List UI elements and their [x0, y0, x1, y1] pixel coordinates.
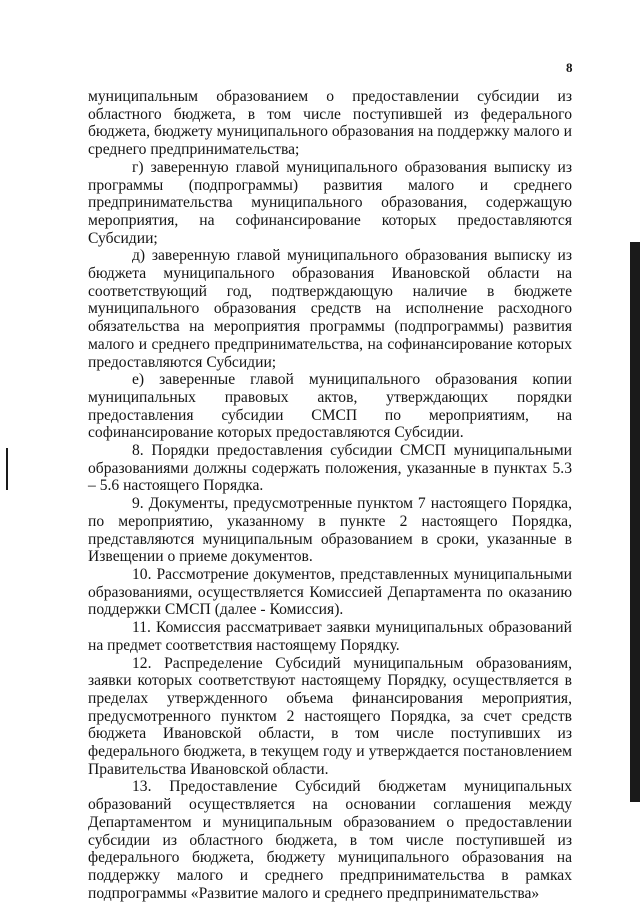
- paragraph-clause-9: 9. Документы, предусмотренные пунктом 7 настоящего Порядка, по мероприятию, указанному в пункте 2 настоящего Порядка, представляются муниципальным образованием в сроки, указанные в Извещении о приеме документов.: [88, 495, 572, 566]
- page-number: 8: [566, 60, 573, 75]
- paragraph-clause-11: 11. Комиссия рассматривает заявки муниципальных образований на предмет соответствия настоящему Порядку.: [88, 619, 572, 654]
- scan-margin-mark: [6, 448, 8, 490]
- paragraph-continuation: муниципальным образованием о предоставлении субсидии из областного бюджета, в том числе поступившей из федерального бюджета, бюджету муниципального образования на поддержку малого и среднего предпринимательства;: [88, 88, 572, 159]
- paragraph-item-e: е) заверенные главой муниципального образования копии муниципальных правовых актов, утверждающих порядки предоставления субсидии СМСП по мероприятиям, на софинансирование которых предоставляются Субсидии.: [88, 371, 572, 442]
- paragraph-clause-12: 12. Распределение Субсидий муниципальным образованиям, заявки которых соответствуют настоящему Порядку, осуществляется в пределах утвержденного объема финансирования мероприятия, предусмотренного пунктом 2 настоящего Порядка, за счет средств бюджета Ивановской области, в том числе поступивших из федерального бюджета, в текущем году и утверждается постановлением Правительства Ивановской области.: [88, 654, 572, 778]
- paragraph-clause-8: 8. Порядки предоставления субсидии СМСП муниципальными образованиями должны содержать положения, указанные в пунктах 5.3 – 5.6 настоящего Порядка.: [88, 442, 572, 495]
- paragraph-item-d: д) заверенную главой муниципального образования выписку из бюджета муниципального образования Ивановской области на соответствующий год, подтверждающую наличие в бюджете муниципального образования средств на исполнение расходного обязательства на мероприятия программы (подпрограммы) развития малого и среднего предпринимательства, на софинансирование которых предоставляются Субсидии;: [88, 247, 572, 371]
- document-body: [88, 88, 572, 902]
- paragraph-clause-13: 13. Предоставление Субсидий бюджетам муниципальных образований осуществляется на основании соглашения между Департаментом и муниципальным образованием о предоставлении субсидии из областного бюджета, в том числе поступившей из федерального бюджета, бюджету муниципального образования на поддержку малого и среднего предпринимательства в рамках подпрограммы «Развитие малого и среднего предпринимательства»: [88, 778, 572, 902]
- scan-edge-shadow: [630, 242, 640, 802]
- paragraph-clause-10: 10. Рассмотрение документов, представленных муниципальными образованиями, осуществляется Комиссией Департамента по оказанию поддержки СМСП (далее - Комиссия).: [88, 565, 572, 619]
- paragraph-item-g: г) заверенную главой муниципального образования выписку из программы (подпрограммы) развития малого и среднего предпринимательства муниципального образования, содержащую мероприятия, на софинансирование которых предоставляются Субсидии;: [88, 158, 572, 247]
